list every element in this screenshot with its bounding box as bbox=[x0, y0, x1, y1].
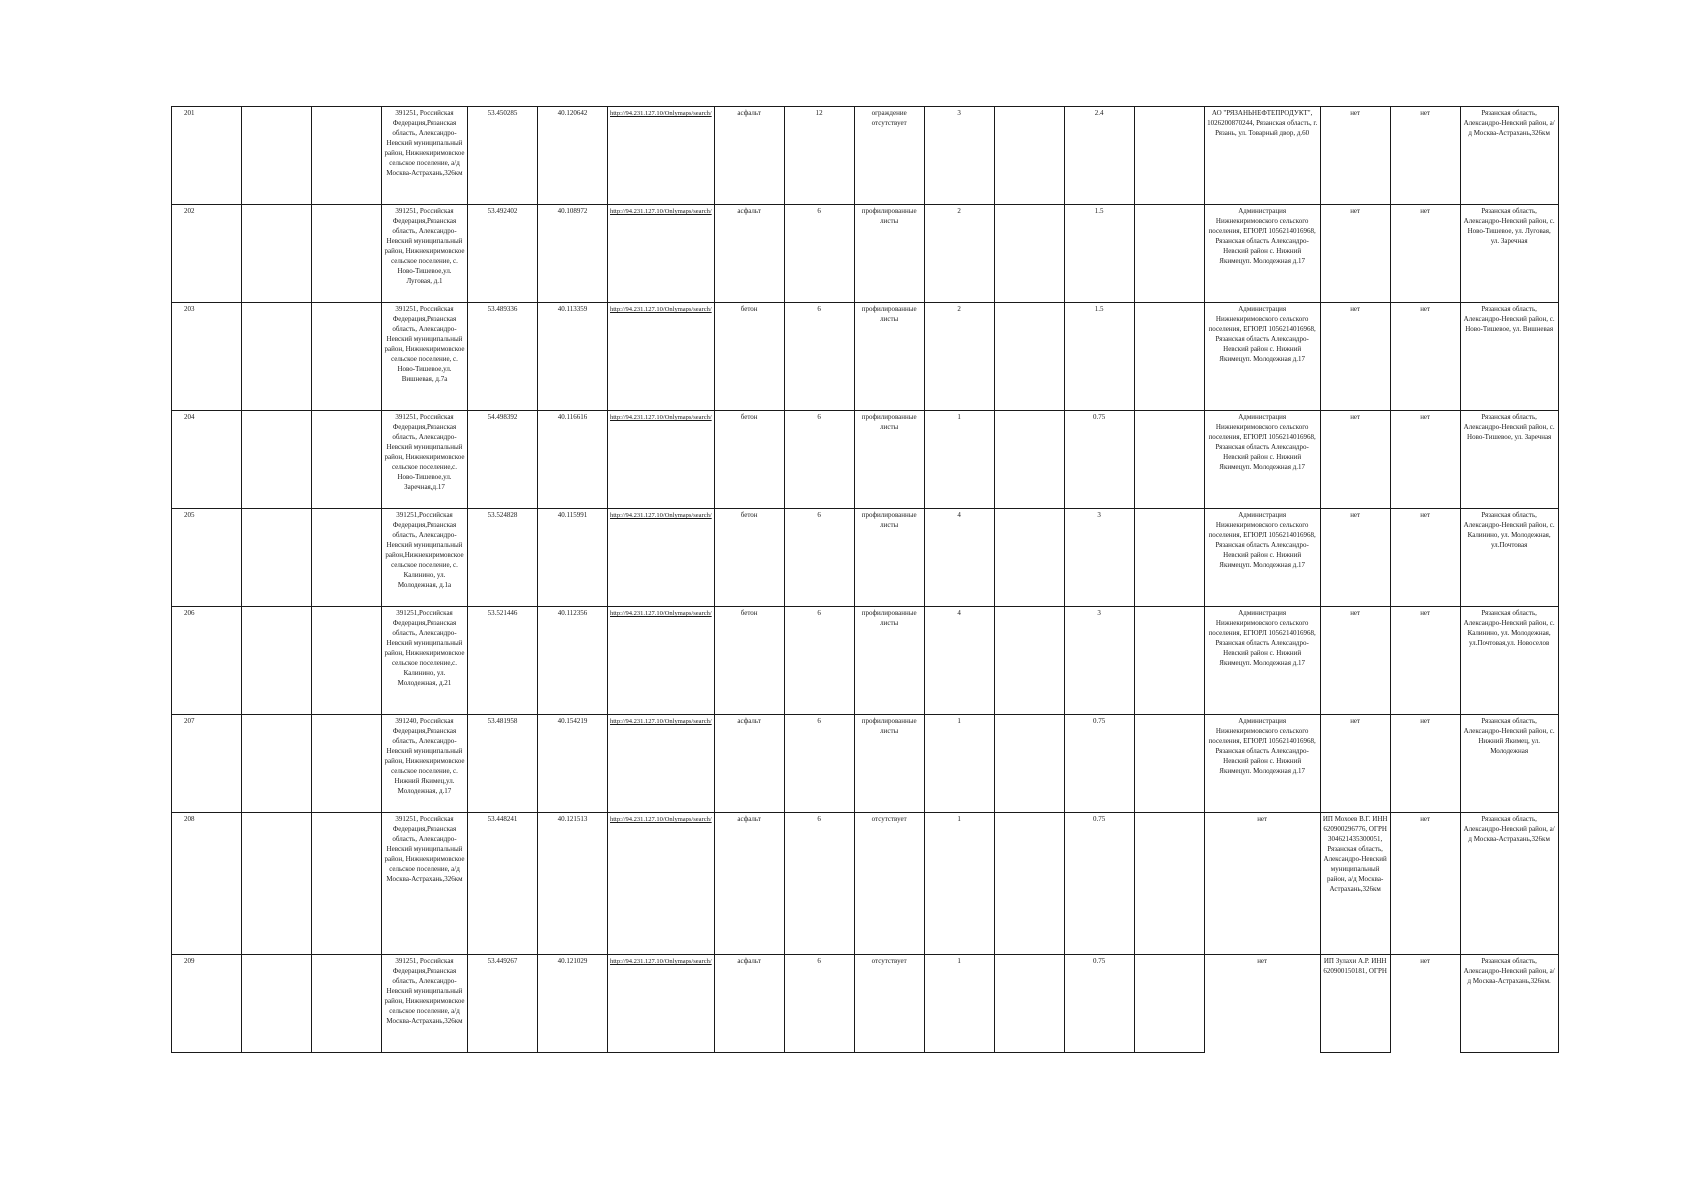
map-link[interactable]: http://94.231.127.10/Onlymaps/search/ bbox=[610, 610, 712, 617]
flag-cell: нет bbox=[1390, 205, 1460, 303]
map-link-cell bbox=[608, 607, 715, 715]
row-number: 202 bbox=[172, 205, 242, 303]
empty-cell bbox=[242, 107, 312, 205]
latitude-cell: 54.498392 bbox=[468, 411, 538, 509]
fence-cell: профилированные листы bbox=[854, 411, 924, 509]
row-number: 204 bbox=[172, 411, 242, 509]
map-link-cell bbox=[608, 411, 715, 509]
address-cell: 391251, Российская Федерация,Рязанская область, Александро-Невский муниципальный район, Нижнекиримовское сельское поселение, а/д Москва-Астрахань,326км bbox=[382, 107, 468, 205]
empty-cell bbox=[994, 205, 1064, 303]
map-link[interactable]: http://94.231.127.10/Onlymaps/search/ bbox=[610, 718, 712, 725]
owner-other-cell: нет bbox=[1320, 303, 1390, 411]
owner-other-cell: ИП Мохоев В.Г. ИНН 620900296776, ОГРН 304621435300051, Рязанская область, Александро-Невский муниципальный район, а/д Москва-Астрахань,326км bbox=[1320, 813, 1390, 955]
owner-other-cell: нет bbox=[1320, 607, 1390, 715]
longitude-cell: 40.113359 bbox=[538, 303, 608, 411]
row-number: 208 bbox=[172, 813, 242, 955]
area-cell: 6 bbox=[784, 715, 854, 813]
empty-cell bbox=[312, 303, 382, 411]
area-cell: 6 bbox=[784, 955, 854, 1053]
owner-cell: Администрация Нижнекиримовского сельского поселения, ЕГЮРЛ 1056214016968, Рязанская область Александро-Невский район с. Нижний Якимецуп. Молодежная д.17 bbox=[1204, 205, 1320, 303]
owner-cell: Администрация Нижнекиримовского сельского поселения, ЕГЮРЛ 1056214016968, Рязанская область Александро-Невский район с. Нижний Якимецуп. Молодежная д.17 bbox=[1204, 715, 1320, 813]
waste-sources-cell: Рязанская область, Александро-Невский район, с. Ново-Тишевое, ул. Вишневая bbox=[1460, 303, 1558, 411]
table-row bbox=[172, 411, 1559, 509]
empty-cell bbox=[1134, 205, 1204, 303]
flag-cell: нет bbox=[1390, 813, 1460, 955]
container-count-cell: 1 bbox=[924, 955, 994, 1053]
owner-cell: Администрация Нижнекиримовского сельского поселения, ЕГЮРЛ 1056214016968, Рязанская область Александро-Невский район с. Нижний Якимецуп. Молодежная д.17 bbox=[1204, 607, 1320, 715]
address-cell: 391240, Российская Федерация,Рязанская область, Александро-Невский муниципальный район, Нижнекиримовское сельское поселение, с. Нижний Якимец,ул. Молодежная, д.17 bbox=[382, 715, 468, 813]
table-row bbox=[172, 955, 1559, 1053]
empty-cell bbox=[312, 955, 382, 1053]
address-cell: 391251,Российская Федерация,Рязанская область, Александро-Невский муниципальный район,Нижнекиримовское сельское поселение, с. Калинино, ул. Молодежная, д.1а bbox=[382, 509, 468, 607]
empty-cell bbox=[312, 107, 382, 205]
empty-cell bbox=[242, 813, 312, 955]
container-count-cell: 2 bbox=[924, 303, 994, 411]
map-link[interactable]: http://94.231.127.10/Onlymaps/search/ bbox=[610, 414, 712, 421]
table-row bbox=[172, 107, 1559, 205]
address-cell: 391251, Российская Федерация,Рязанская область, Александро-Невский муниципальный район, Нижнекиримовское сельское поселение, с. Ново-Тишевое,ул. Вишневая, д.7а bbox=[382, 303, 468, 411]
surface-cell: асфальт bbox=[714, 107, 784, 205]
owner-other-cell: нет bbox=[1320, 715, 1390, 813]
owner-cell: нет bbox=[1204, 955, 1320, 1053]
volume-cell: 0.75 bbox=[1064, 411, 1134, 509]
empty-cell bbox=[994, 107, 1064, 205]
waste-sources-cell: Рязанская область, Александро-Невский район, а/д Москва-Астрахань,326км. bbox=[1460, 955, 1558, 1053]
address-cell: 391251,Российская Федерация,Рязанская область, Александро-Невский муниципальный район, Нижнекиримовское сельское поселение,с. Калинино, ул. Молодежная, д.21 bbox=[382, 607, 468, 715]
empty-cell bbox=[312, 607, 382, 715]
volume-cell: 0.75 bbox=[1064, 955, 1134, 1053]
owner-cell: Администрация Нижнекиримовского сельского поселения, ЕГЮРЛ 1056214016968, Рязанская область Александро-Невский район с. Нижний Якимецуп. Молодежная д.17 bbox=[1204, 509, 1320, 607]
empty-cell bbox=[242, 303, 312, 411]
empty-cell bbox=[312, 509, 382, 607]
register-table bbox=[171, 106, 1559, 1053]
owner-cell: Администрация Нижнекиримовского сельского поселения, ЕГЮРЛ 1056214016968, Рязанская область Александро-Невский район с. Нижний Якимецуп. Молодежная д.17 bbox=[1204, 411, 1320, 509]
container-count-cell: 3 bbox=[924, 107, 994, 205]
map-link[interactable]: http://94.231.127.10/Onlymaps/search/ bbox=[610, 110, 712, 117]
area-cell: 6 bbox=[784, 509, 854, 607]
empty-cell bbox=[994, 303, 1064, 411]
latitude-cell: 53.489336 bbox=[468, 303, 538, 411]
latitude-cell: 53.450285 bbox=[468, 107, 538, 205]
longitude-cell: 40.121513 bbox=[538, 813, 608, 955]
flag-cell: нет bbox=[1390, 955, 1460, 1053]
area-cell: 6 bbox=[784, 303, 854, 411]
longitude-cell: 40.112356 bbox=[538, 607, 608, 715]
surface-cell: асфальт bbox=[714, 205, 784, 303]
table-body bbox=[172, 107, 1559, 1053]
empty-cell bbox=[242, 509, 312, 607]
empty-cell bbox=[242, 955, 312, 1053]
latitude-cell: 53.521446 bbox=[468, 607, 538, 715]
address-cell: 391251, Российская Федерация,Рязанская область, Александро-Невский муниципальный район, Нижнекиримовское сельское поселение, с. Ново-Тишевое,ул. Луговая, д.1 bbox=[382, 205, 468, 303]
empty-cell bbox=[242, 607, 312, 715]
empty-cell bbox=[994, 813, 1064, 955]
address-cell: 391251, Российская Федерация,Рязанская область, Александро-Невский муниципальный район, Нижнекиримовское сельское поселение, а/д Москва-Астрахань,326км bbox=[382, 955, 468, 1053]
empty-cell bbox=[1134, 509, 1204, 607]
fence-cell: отсутствует bbox=[854, 955, 924, 1053]
container-count-cell: 1 bbox=[924, 813, 994, 955]
owner-cell: АО "РЯЗАНЬНЕФТЕПРОДУКТ", 1026200870244, Рязанская область, г. Рязань, ул. Товарный двор, д.60 bbox=[1204, 107, 1320, 205]
waste-sources-cell: Рязанская область, Александро-Невский район, с. Калинино, ул. Молодежная, ул.Почтовая,ул. Новоселов bbox=[1460, 607, 1558, 715]
empty-cell bbox=[1134, 107, 1204, 205]
latitude-cell: 53.481958 bbox=[468, 715, 538, 813]
volume-cell: 3 bbox=[1064, 509, 1134, 607]
empty-cell bbox=[242, 411, 312, 509]
row-number: 203 bbox=[172, 303, 242, 411]
fence-cell: профилированные листы bbox=[854, 509, 924, 607]
map-link-cell bbox=[608, 107, 715, 205]
address-cell: 391251, Российская Федерация,Рязанская область, Александро-Невский муниципальный район, Нижнекиримовское сельское поселение, а/д Москва-Астрахань,326км bbox=[382, 813, 468, 955]
longitude-cell: 40.154219 bbox=[538, 715, 608, 813]
container-count-cell: 1 bbox=[924, 411, 994, 509]
latitude-cell: 53.524828 bbox=[468, 509, 538, 607]
empty-cell bbox=[312, 813, 382, 955]
empty-cell bbox=[1134, 715, 1204, 813]
table-row bbox=[172, 715, 1559, 813]
surface-cell: бетон bbox=[714, 411, 784, 509]
map-link[interactable]: http://94.231.127.10/Onlymaps/search/ bbox=[610, 512, 712, 519]
flag-cell: нет bbox=[1390, 607, 1460, 715]
longitude-cell: 40.116616 bbox=[538, 411, 608, 509]
map-link[interactable]: http://94.231.127.10/Onlymaps/search/ bbox=[610, 816, 712, 823]
container-count-cell: 1 bbox=[924, 715, 994, 813]
longitude-cell: 40.121029 bbox=[538, 955, 608, 1053]
empty-cell bbox=[312, 411, 382, 509]
table-row bbox=[172, 813, 1559, 955]
table-row bbox=[172, 205, 1559, 303]
row-number: 205 bbox=[172, 509, 242, 607]
volume-cell: 2.4 bbox=[1064, 107, 1134, 205]
empty-cell bbox=[994, 955, 1064, 1053]
surface-cell: асфальт bbox=[714, 813, 784, 955]
owner-other-cell: нет bbox=[1320, 205, 1390, 303]
longitude-cell: 40.115991 bbox=[538, 509, 608, 607]
waste-sources-cell: Рязанская область, Александро-Невский район, с. Нижний Якимец, ул. Молодежная bbox=[1460, 715, 1558, 813]
fence-cell: отсутствует bbox=[854, 813, 924, 955]
owner-other-cell: ИП Зулахи А.Р. ИНН 620900150181, ОГРН bbox=[1320, 955, 1390, 1053]
area-cell: 6 bbox=[784, 607, 854, 715]
empty-cell bbox=[1134, 813, 1204, 955]
empty-cell bbox=[994, 509, 1064, 607]
empty-cell bbox=[1134, 607, 1204, 715]
empty-cell bbox=[1134, 411, 1204, 509]
empty-cell bbox=[1134, 955, 1204, 1053]
empty-cell bbox=[1134, 303, 1204, 411]
flag-cell: нет bbox=[1390, 411, 1460, 509]
table-row bbox=[172, 509, 1559, 607]
surface-cell: асфальт bbox=[714, 715, 784, 813]
waste-sources-cell: Рязанская область, Александро-Невский район, с. Калинино, ул. Молодежная, ул.Почтовая bbox=[1460, 509, 1558, 607]
volume-cell: 0.75 bbox=[1064, 813, 1134, 955]
latitude-cell: 53.448241 bbox=[468, 813, 538, 955]
waste-sources-cell: Рязанская область, Александро-Невский район, с. Ново-Тишевое, ул. Луговая, ул. Заречная bbox=[1460, 205, 1558, 303]
row-number: 209 bbox=[172, 955, 242, 1053]
owner-other-cell: нет bbox=[1320, 411, 1390, 509]
waste-sources-cell: Рязанская область, Александро-Невский район, а/д Москва-Астрахань,326км bbox=[1460, 813, 1558, 955]
flag-cell: нет bbox=[1390, 715, 1460, 813]
map-link[interactable]: http://94.231.127.10/Onlymaps/search/ bbox=[610, 208, 712, 215]
area-cell: 6 bbox=[784, 411, 854, 509]
table-row bbox=[172, 607, 1559, 715]
map-link-cell bbox=[608, 955, 715, 1053]
row-number: 206 bbox=[172, 607, 242, 715]
fence-cell: профилированные листы bbox=[854, 303, 924, 411]
volume-cell: 0.75 bbox=[1064, 715, 1134, 813]
volume-cell: 1.5 bbox=[1064, 303, 1134, 411]
fence-cell: профилированные листы bbox=[854, 715, 924, 813]
owner-other-cell: нет bbox=[1320, 107, 1390, 205]
empty-cell bbox=[242, 715, 312, 813]
map-link-cell bbox=[608, 509, 715, 607]
row-number: 201 bbox=[172, 107, 242, 205]
table-row bbox=[172, 303, 1559, 411]
empty-cell bbox=[994, 607, 1064, 715]
flag-cell: нет bbox=[1390, 509, 1460, 607]
address-cell: 391251, Российская Федерация,Рязанская область, Александро-Невский муниципальный район, Нижнекиримовское сельское поселение,с. Ново-Тишевое,ул. Заречная,д.17 bbox=[382, 411, 468, 509]
map-link-cell bbox=[608, 205, 715, 303]
fence-cell: профилированные листы bbox=[854, 205, 924, 303]
flag-cell: нет bbox=[1390, 107, 1460, 205]
empty-cell bbox=[994, 715, 1064, 813]
map-link[interactable]: http://94.231.127.10/Onlymaps/search/ bbox=[610, 958, 712, 965]
container-count-cell: 2 bbox=[924, 205, 994, 303]
waste-sources-cell: Рязанская область, Александро-Невский район, с. Ново-Тишевое, ул. Заречная bbox=[1460, 411, 1558, 509]
area-cell: 12 bbox=[784, 107, 854, 205]
empty-cell bbox=[994, 411, 1064, 509]
fence-cell: ограждение отсутствует bbox=[854, 107, 924, 205]
flag-cell: нет bbox=[1390, 303, 1460, 411]
map-link-cell bbox=[608, 715, 715, 813]
empty-cell bbox=[312, 715, 382, 813]
longitude-cell: 40.108972 bbox=[538, 205, 608, 303]
longitude-cell: 40.120642 bbox=[538, 107, 608, 205]
surface-cell: асфальт bbox=[714, 955, 784, 1053]
row-number: 207 bbox=[172, 715, 242, 813]
surface-cell: бетон bbox=[714, 607, 784, 715]
waste-sources-cell: Рязанская область, Александро-Невский район, а/д Москва-Астрахань,326км bbox=[1460, 107, 1558, 205]
area-cell: 6 bbox=[784, 813, 854, 955]
map-link-cell bbox=[608, 813, 715, 955]
map-link-cell bbox=[608, 303, 715, 411]
empty-cell bbox=[312, 205, 382, 303]
container-count-cell: 4 bbox=[924, 509, 994, 607]
surface-cell: бетон bbox=[714, 509, 784, 607]
latitude-cell: 53.449267 bbox=[468, 955, 538, 1053]
owner-cell: Администрация Нижнекиримовского сельского поселения, ЕГЮРЛ 1056214016968, Рязанская область Александро-Невский район с. Нижний Якимецуп. Молодежная д.17 bbox=[1204, 303, 1320, 411]
owner-other-cell: нет bbox=[1320, 509, 1390, 607]
volume-cell: 1.5 bbox=[1064, 205, 1134, 303]
container-count-cell: 4 bbox=[924, 607, 994, 715]
latitude-cell: 53.492402 bbox=[468, 205, 538, 303]
volume-cell: 3 bbox=[1064, 607, 1134, 715]
owner-cell: нет bbox=[1204, 813, 1320, 955]
fence-cell: профилированные листы bbox=[854, 607, 924, 715]
surface-cell: бетон bbox=[714, 303, 784, 411]
area-cell: 6 bbox=[784, 205, 854, 303]
empty-cell bbox=[242, 205, 312, 303]
map-link[interactable]: http://94.231.127.10/Onlymaps/search/ bbox=[610, 306, 712, 313]
